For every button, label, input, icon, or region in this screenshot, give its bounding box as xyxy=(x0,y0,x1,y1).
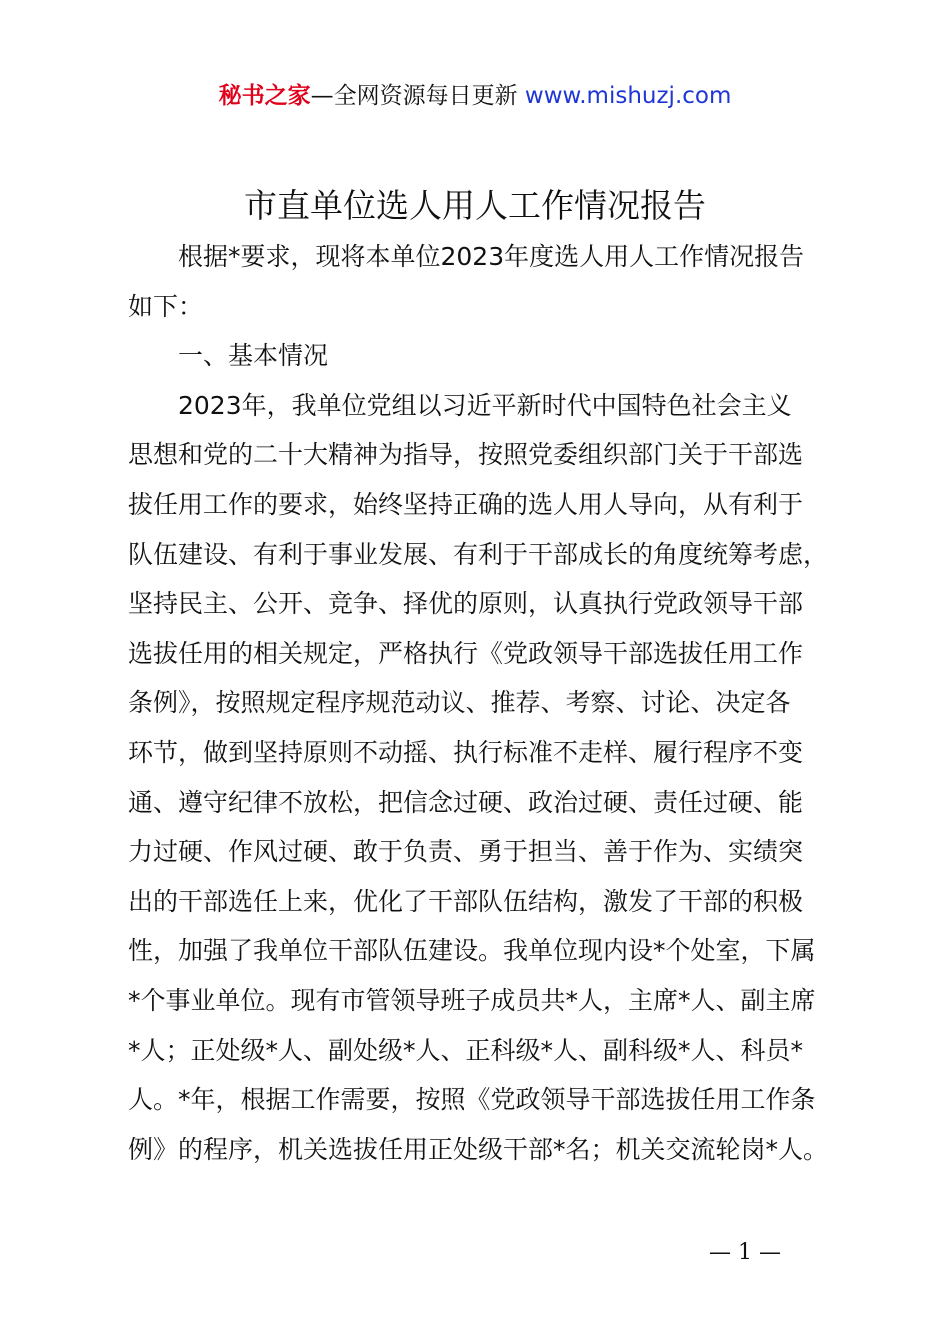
intro-line: 根据*要求，现将本单位2023年度选人用人工作情况报告 xyxy=(178,242,805,271)
body-line: 例》的程序，机关选拔任用正处级干部*名；机关交流轮岗*人。 xyxy=(128,1134,829,1164)
section-heading: 一、基本情况 xyxy=(178,341,329,371)
body-line: 2023年，我单位党组以习近平新时代中国特色社会主义 xyxy=(178,390,792,420)
body-line: 人。*年，根据工作需要，按照《党政领导干部选拔任用工作条 xyxy=(128,1085,816,1115)
body-line: 拔任用工作的要求，始终坚持正确的选人用人导向，从有利于 xyxy=(128,489,804,519)
brand-name: 秘书之家 xyxy=(218,83,311,109)
page-number: — 1 — xyxy=(709,1240,781,1265)
body-line: 选拔任用的相关规定，严格执行《党政领导干部选拔任用工作 xyxy=(128,638,804,668)
document-body xyxy=(128,232,868,1174)
document-title: 市直单位选人用人工作情况报告 xyxy=(244,186,706,225)
body-line: 条例》，按照规定程序规范动议、推荐、考察、讨论、决定各 xyxy=(128,688,791,718)
body-line: 坚持民主、公开、竞争、择优的原则，认真执行党政领导干部 xyxy=(128,589,804,619)
body-line: 队伍建设、有利于事业发展、有利于干部成长的角度统筹考虑， xyxy=(128,539,829,569)
body-line: *个事业单位。现有市管领导班子成员共*人，主席*人、副主席 xyxy=(128,985,816,1015)
header-tagline: —全网资源每日更新 xyxy=(310,83,518,109)
body-line: 力过硬、作风过硬、敢于负责、勇于担当、善于作为、实绩突 xyxy=(128,837,804,867)
site-header xyxy=(0,80,950,112)
body-line: *人；正处级*人、副处级*人、正科级*人、副科级*人、科员* xyxy=(128,1035,804,1065)
body-line: 出的干部选任上来，优化了干部队伍结构，激发了干部的积极 xyxy=(128,886,804,916)
intro-line: 如下： xyxy=(128,291,204,321)
body-line: 通、遵守纪律不放松，把信念过硬、政治过硬、责任过硬、能 xyxy=(128,787,804,817)
body-line: 环节，做到坚持原则不动摇、执行标准不走样、履行程序不变 xyxy=(128,737,804,767)
site-url[interactable]: www.mishuzj.com xyxy=(524,83,732,109)
body-line: 性，加强了我单位干部队伍建设。我单位现内设*个处室，下属 xyxy=(128,936,816,966)
body-line: 思想和党的二十大精神为指导，按照党委组织部门关于干部选 xyxy=(128,440,804,470)
